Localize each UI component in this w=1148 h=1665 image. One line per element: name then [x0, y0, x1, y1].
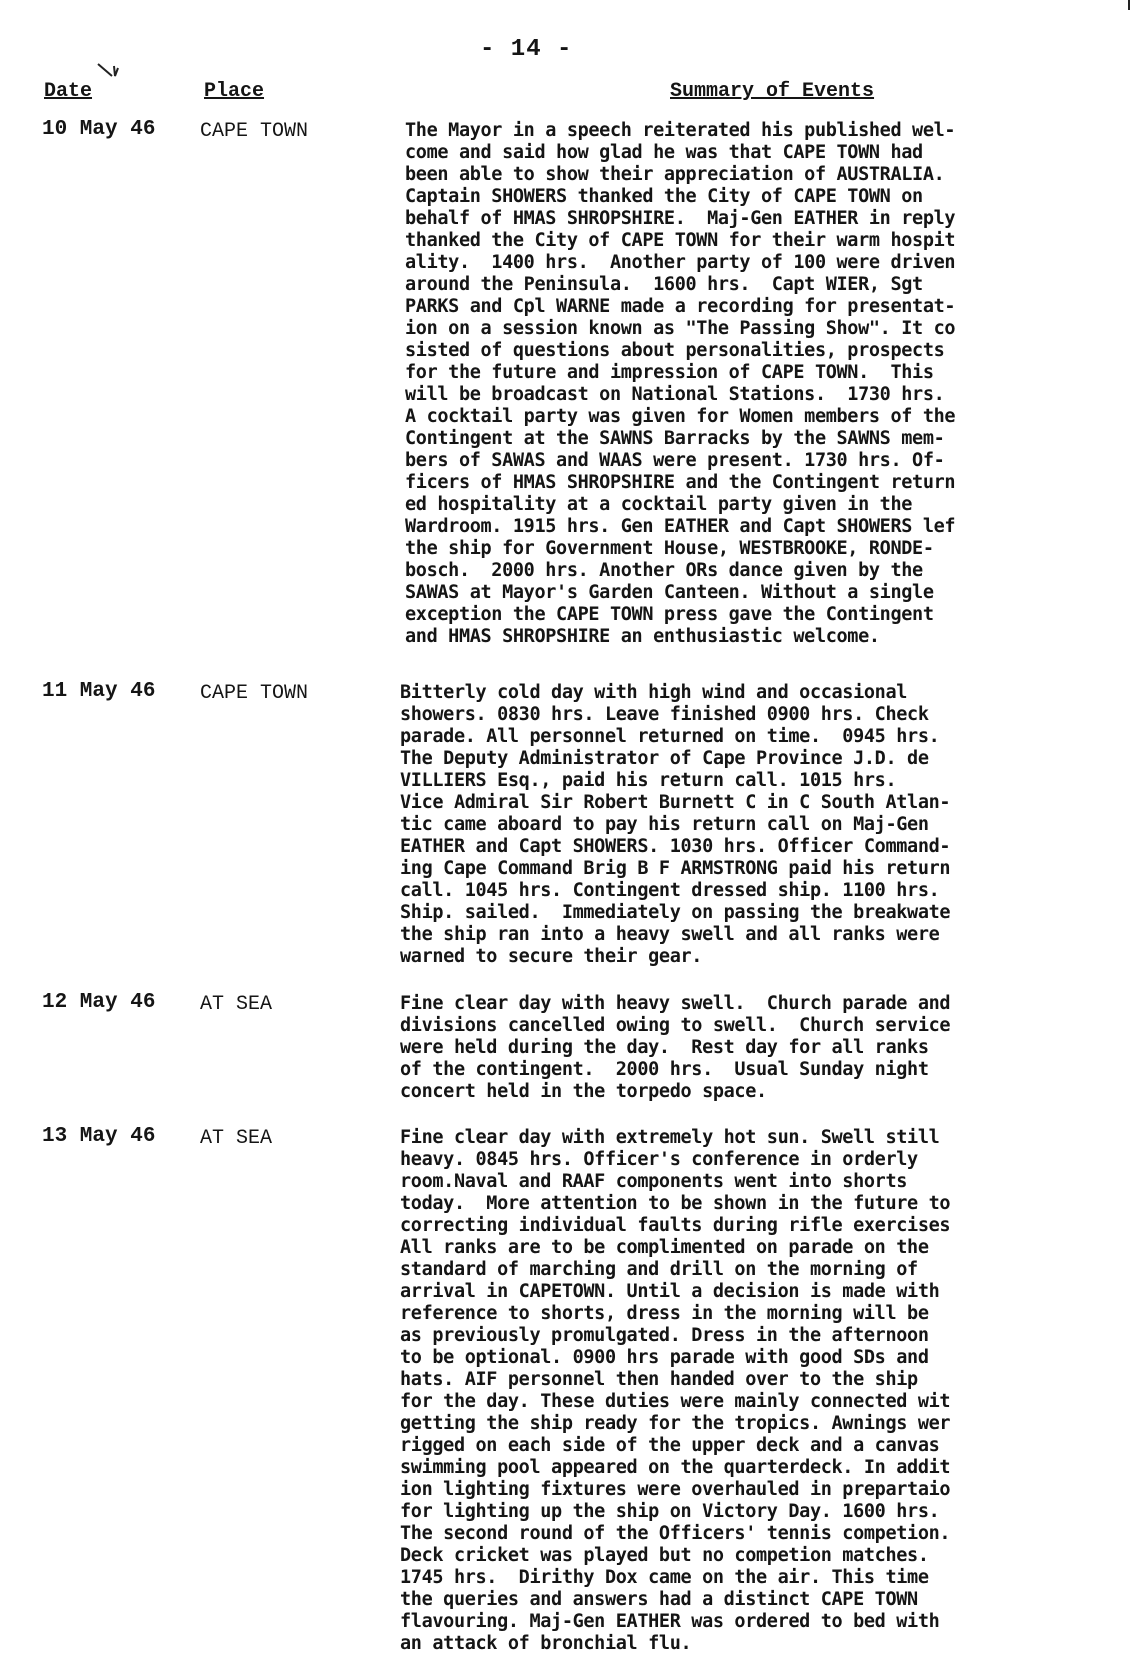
column-header-date: Date — [44, 80, 93, 103]
entry-place: CAPE TOWN — [200, 120, 309, 143]
entry-summary: The Mayor in a speech reiterated his published wel- come and said how glad he was that CAPE TOWN had been able to show their appreciation of AUSTRALIA. Captain SHOWERS thanked the City of CAPE TOWN on behalf of HMAS SHROPSHIRE. Maj-Gen EATHER in reply thanked the City of CAPE TOWN for their warm hospit ality. 1400 hrs. Another party of 100 were driven around the Peninsula. 1600 hrs. Capt WIER, Sgt PARKS and Cpl WARNE made a recording for presentat- ion on a session known as "The Passing Show". It co sisted of questions about personalities, prospects for the future and impression of CAPE TOWN. This will be broadcast on National Stations. 1730 hrs. A cocktail party was given for Women members of the Contingent at the SAWNS Barracks by the SAWNS mem- bers of SAWAS and WAAS were present. 1730 hrs. Of- ficers of HMAS SHROPSHIRE and the Contingent return ed hospitality at a cocktail party given in the Wardroom. 1915 hrs. Gen EATHER and Capt SHOWERS lef the ship for Government House, WESTBROOKE, RONDE- bosch. 2000 hrs. Another ORs dance given by the SAWAS at Mayor's Garden Canteen. Without a single exception the CAPE TOWN press gave the Contingent and HMAS SHROPSHIRE an enthusiastic welcome. — [405, 120, 956, 647]
entry-summary: Bitterly cold day with high wind and occasional showers. 0830 hrs. Leave finished 0900 hrs. Check parade. All personnel returned on time. 0945 hrs. The Deputy Administrator of Cape Province J.D. de VILLIERS Esq., paid his return call. 1015 hrs. Vice Admiral Sir Robert Burnett C in C South Atlan- tic came aboard to pay his return call on Maj-Gen EATHER and Capt SHOWERS. 1030 hrs. Officer Command- ing Cape Command Brig B F ARMSTRONG paid his return call. 1045 hrs. Contingent dressed ship. 1100 hrs. Ship. sailed. Immediately on passing the breakwate the ship ran into a heavy swell and all ranks were warned to secure their gear. — [400, 682, 951, 967]
entry-date: 13 May 46 — [42, 1125, 156, 1148]
handwritten-arrow-mark — [96, 62, 120, 84]
page-edge-mark — [1128, 0, 1130, 10]
page-number: - 14 - — [480, 36, 573, 63]
column-header-place: Place — [204, 80, 265, 103]
entry-date: 12 May 46 — [42, 991, 156, 1014]
column-header-summary: Summary of Events — [670, 80, 875, 103]
entry-summary: Fine clear day with heavy swell. Church parade and divisions cancelled owing to swell. Church service were held during the day. Rest day for all ranks of the contingent. 2000 hrs. Usual Sunday night concert held in the torpedo space. — [400, 993, 951, 1102]
entry-date: 10 May 46 — [42, 118, 156, 141]
entry-place: AT SEA — [200, 993, 273, 1016]
entry-place: CAPE TOWN — [200, 682, 309, 705]
entry-place: AT SEA — [200, 1127, 273, 1150]
entry-date: 11 May 46 — [42, 680, 156, 703]
entry-summary: Fine clear day with extremely hot sun. Swell still heavy. 0845 hrs. Officer's conference in orderly room.Naval and RAAF components went into shorts today. More attention to be shown in the future to correcting individual faults during rifle exercises All ranks are to be complimented on parade on the standard of marching and drill on the morning of arrival in CAPETOWN. Until a decision is made with reference to shorts, dress in the morning will be as previously promulgated. Dress in the afternoon to be optional. 0900 hrs parade with good SDs and hats. AIF personnel then handed over to the ship for the day. These duties were mainly connected wit getting the ship ready for the tropics. Awnings wer rigged on each side of the upper deck and a canvas swimming pool appeared on the quarterdeck. In addit ion lighting fixtures were overhauled in prepartaio for lighting up the ship on Victory Day. 1600 hrs. The second round of the Officers' tennis competion. Deck cricket was played but no competion matches. 1745 hrs. Dirithy Dox came on the air. This time the queries and answers had a distinct CAPE TOWN flavouring. Maj-Gen EATHER was ordered to bed with an attack of bronchial flu. — [400, 1127, 951, 1654]
